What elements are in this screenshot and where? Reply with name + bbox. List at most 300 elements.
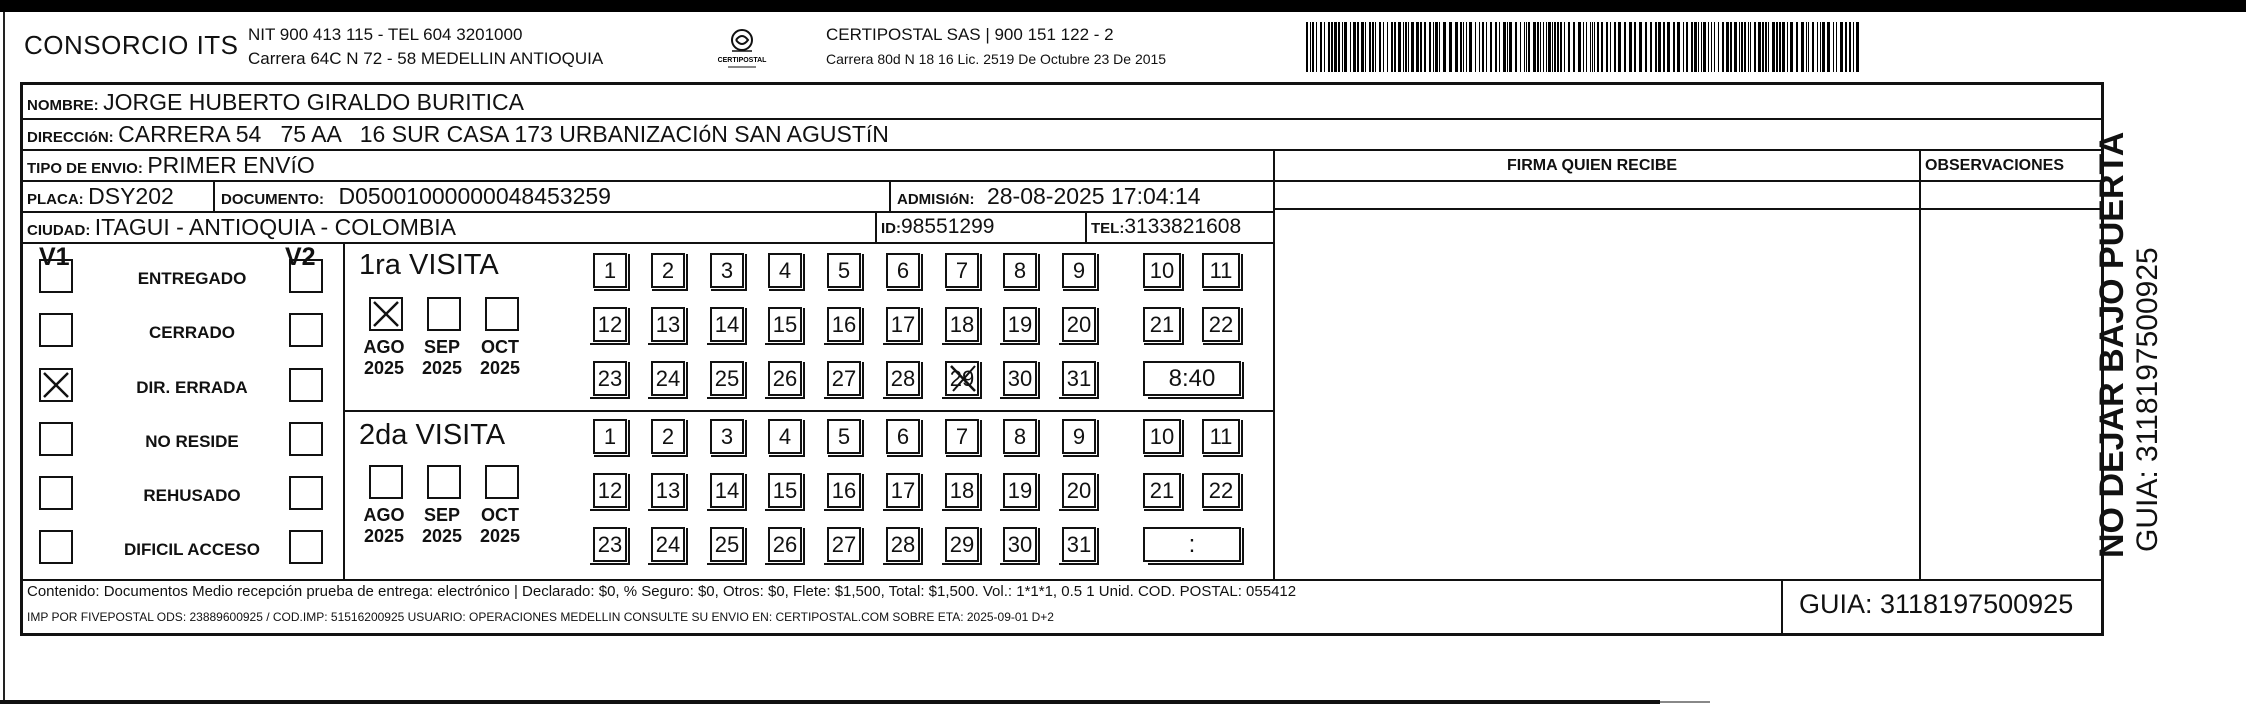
first-visit-day-box[interactable]: 8: [1003, 253, 1037, 288]
barcode-bar: [1486, 22, 1487, 72]
v2-checkbox-dir-errada[interactable]: [289, 368, 323, 402]
first-visit-day-box[interactable]: 2: [651, 253, 685, 288]
barcode-bar: [1592, 22, 1593, 72]
observations-header: OBSERVACIONES: [1925, 157, 2064, 174]
barcode-bar: [1650, 22, 1652, 72]
tel-cell: [1091, 215, 1241, 239]
first-visit-month-checkbox-ago[interactable]: [369, 297, 403, 331]
barcode-bar: [1338, 22, 1340, 72]
first-visit-day-box[interactable]: 25: [710, 361, 744, 396]
barcode-bar: [1691, 22, 1693, 72]
second-visit-day-box[interactable]: 24: [651, 527, 685, 562]
visit-divider: [343, 410, 1273, 412]
checkmark-x-icon: [41, 370, 71, 400]
second-visit-day-box[interactable]: 3: [710, 419, 744, 454]
barcode-bar: [1639, 22, 1642, 72]
barcode-bar: [1405, 22, 1407, 72]
barcode-bar: [1683, 22, 1684, 72]
barcode-bar: [1460, 22, 1462, 72]
top-black-band: [0, 0, 2246, 12]
first-visit-day-box[interactable]: 18: [945, 307, 979, 342]
barcode-bar: [1694, 22, 1697, 72]
barcode-bar: [1387, 22, 1388, 72]
first-visit-day-box[interactable]: 7: [945, 253, 979, 288]
admission-cell: [897, 183, 1201, 210]
first-visit-day-box[interactable]: 4: [768, 253, 802, 288]
admission-value: 28-08-2025 17:04:14: [986, 183, 1201, 209]
bottom-edge-dash: [1660, 701, 1710, 703]
footer-divider: [23, 579, 2103, 581]
barcode-bar: [1836, 22, 1837, 72]
second-visit-day-box[interactable]: 2: [651, 419, 685, 454]
barcode-bar: [1411, 22, 1414, 72]
first-visit-day-box[interactable]: 21: [1143, 307, 1181, 342]
first-visit-day-box[interactable]: 23: [593, 361, 627, 396]
second-visit-day-box[interactable]: 27: [827, 527, 861, 562]
barcode-bar: [1796, 22, 1798, 72]
barcode-bar: [1772, 22, 1775, 72]
barcode-bar: [1726, 22, 1729, 72]
barcode-bar: [1509, 22, 1512, 72]
first-visit-day-box[interactable]: 11: [1202, 253, 1240, 288]
first-visit-day-box[interactable]: 27: [827, 361, 861, 396]
barcode-bar: [1776, 22, 1778, 72]
shipment-type-label: TIPO DE ENVIO:: [27, 160, 143, 177]
first-visit-day-box[interactable]: 28: [886, 361, 920, 396]
v2-checkbox-entregado[interactable]: [289, 259, 323, 293]
document-cell: [221, 183, 611, 210]
checkmark-x-icon: [371, 299, 401, 329]
company-address-line: Carrera 64C N 72 - 58 MEDELLIN ANTIOQUIA: [248, 49, 604, 68]
barcode-bar: [1503, 22, 1506, 72]
cell-divider: [889, 180, 891, 211]
city-value: ITAGUI - ANTIOQUIA - COLOMBIA: [94, 214, 457, 240]
first-visit-day-box[interactable]: 13: [651, 307, 685, 342]
cell-divider: [1085, 211, 1087, 242]
barcode-bar: [1812, 22, 1814, 72]
barcode-bar: [1741, 22, 1743, 72]
barcode-bar: [1711, 22, 1712, 72]
second-visit-day-box[interactable]: 21: [1143, 473, 1181, 508]
second-visit-day-box[interactable]: 20: [1062, 473, 1096, 508]
v1-header: V1: [39, 243, 70, 271]
barcode-bar: [1372, 22, 1374, 72]
barcode-bar: [1320, 22, 1322, 72]
second-visit-day-box[interactable]: 8: [1003, 419, 1037, 454]
side-guia-number: GUIA: 3118197500925: [2131, 247, 2164, 552]
second-visit-day-box[interactable]: 5: [827, 419, 861, 454]
barcode-bar: [1557, 22, 1559, 72]
first-visit-day-box[interactable]: 24: [651, 361, 685, 396]
guia-number: GUIA: 3118197500925: [1799, 589, 2074, 619]
second-visit-day-box[interactable]: 6: [886, 419, 920, 454]
barcode-bar: [1439, 22, 1440, 72]
name-row: [27, 89, 524, 116]
first-visit-day-box[interactable]: 9: [1062, 253, 1096, 288]
company-name: CONSORCIO ITS: [24, 30, 239, 60]
barcode-bar: [1507, 22, 1508, 72]
first-visit-month-checkbox-sep[interactable]: [427, 297, 461, 331]
barcode-bar: [1758, 22, 1761, 72]
barcode-bar: [1394, 22, 1396, 72]
barcode-bar: [1429, 22, 1431, 72]
v1-checkbox-dir-errada[interactable]: [39, 368, 73, 402]
v1-checkbox-dificil-acceso[interactable]: [39, 530, 73, 564]
recipient-name: JORGE HUBERTO GIRALDO BURITICA: [103, 89, 525, 115]
barcode-bar: [1606, 22, 1608, 72]
barcode-bar: [1552, 22, 1553, 72]
barcode-bar: [1734, 22, 1737, 72]
v1-checkbox-cerrado[interactable]: [39, 313, 73, 347]
barcode-bar: [1787, 22, 1788, 72]
v1-checkbox-no-reside[interactable]: [39, 422, 73, 456]
barcode-bar: [1344, 22, 1347, 72]
barcode-bar: [1634, 22, 1636, 72]
certipostal-logo-icon: [712, 26, 772, 72]
barcode-bar: [1479, 22, 1480, 72]
first-visit-month-label: SEP 2025: [421, 337, 463, 378]
first-visit-month-checkbox-oct[interactable]: [485, 297, 519, 331]
barcode-bar: [1748, 22, 1749, 72]
barcode-bar: [1827, 22, 1830, 72]
barcode-bar: [1375, 22, 1376, 72]
barcode-bar: [1594, 22, 1595, 72]
second-visit-day-box[interactable]: 4: [768, 419, 802, 454]
second-visit-day-box[interactable]: 19: [1003, 473, 1037, 508]
first-visit-day-box[interactable]: 22: [1202, 307, 1240, 342]
barcode-bar: [1808, 22, 1809, 72]
signature-left-line: [1273, 149, 1275, 579]
barcode-bar: [1840, 22, 1843, 72]
barcode-bar: [1540, 22, 1541, 72]
second-visit-day-box[interactable]: 7: [945, 419, 979, 454]
second-visit-day-box[interactable]: 25: [710, 527, 744, 562]
second-visit-day-box[interactable]: 16: [827, 473, 861, 508]
barcode-bar: [1369, 22, 1371, 72]
first-visit-time-field[interactable]: 8:40: [1143, 361, 1241, 396]
barcode-bar: [1490, 22, 1492, 72]
barcode-bar: [1499, 22, 1500, 72]
barcode-bar: [1714, 22, 1715, 72]
barcode-bar: [1560, 22, 1562, 72]
second-visit-title: 2da VISITA: [359, 419, 506, 451]
barcode-bar: [1416, 22, 1419, 72]
barcode-bar: [1334, 22, 1337, 72]
barcode: [1306, 22, 1866, 72]
barcode-bar: [1316, 22, 1317, 72]
first-visit-day-box[interactable]: 29: [945, 361, 979, 396]
address-row: [27, 121, 889, 148]
id-label: ID:: [881, 220, 901, 237]
barcode-bar: [1391, 22, 1393, 72]
barcode-bar: [1750, 22, 1751, 72]
first-visit-day-box[interactable]: 15: [768, 307, 802, 342]
first-visit-day-box[interactable]: 31: [1062, 361, 1096, 396]
barcode-bar: [1703, 22, 1706, 72]
first-visit-day-box[interactable]: 6: [886, 253, 920, 288]
cell-divider: [875, 211, 877, 242]
barcode-bar: [1449, 22, 1452, 72]
barcode-bar: [1353, 22, 1356, 72]
second-visit-time-field[interactable]: :: [1143, 527, 1241, 562]
barcode-bar: [1601, 22, 1603, 72]
logo-text: CERTIPOSTAL: [717, 57, 767, 64]
barcode-bar: [1312, 22, 1314, 72]
certipostal-nit: CERTIPOSTAL SAS | 900 151 122 - 2: [826, 25, 1114, 44]
tel-value: 3133821608: [1124, 215, 1242, 238]
barcode-bar: [1568, 22, 1570, 72]
second-visit-day-box[interactable]: 9: [1062, 419, 1096, 454]
barcode-bar: [1614, 22, 1616, 72]
status-label-dificil-acceso: DIFICIL ACCESO: [123, 540, 260, 559]
barcode-bar: [1524, 22, 1525, 72]
barcode-bar: [1443, 22, 1446, 72]
barcode-bar: [1578, 22, 1581, 72]
barcode-bar: [1564, 22, 1565, 72]
barcode-bar: [1424, 22, 1426, 72]
barcode-bar: [1754, 22, 1756, 72]
barcode-bar: [1845, 22, 1847, 72]
barcode-bar: [1820, 22, 1821, 72]
barcode-bar: [1310, 22, 1311, 72]
barcode-bar: [1590, 22, 1591, 72]
shipment-type-row: [27, 152, 315, 179]
barcode-bar: [1739, 22, 1740, 72]
barcode-bar: [1435, 22, 1438, 72]
row-divider: [23, 180, 2103, 182]
barcode-bar: [1403, 22, 1404, 72]
barcode-bar: [1537, 22, 1539, 72]
status-label-rehusado: REHUSADO: [143, 486, 241, 505]
barcode-bar: [1583, 22, 1584, 72]
row-divider: [23, 149, 2103, 151]
second-visit-day-box[interactable]: 22: [1202, 473, 1240, 508]
print-info: IMP POR FIVEPOSTAL ODS: 23889600925 / COD.IMP: 51516200925 USUARIO: OPERACIONES MEDELLIN CONSULTE SU ENVIO EN: CERTIPOSTAL.COM SOBRE ETA: 2025-09-01 D+2: [27, 610, 1054, 624]
row-divider: [23, 118, 2103, 120]
document-value: D05001000000048453259: [338, 183, 611, 209]
second-visit-day-box[interactable]: 10: [1143, 419, 1181, 454]
second-visit-day-box[interactable]: 18: [945, 473, 979, 508]
barcode-bar: [1768, 22, 1769, 72]
status-label-no-reside: NO RESIDE: [145, 432, 239, 451]
first-visit-day-box[interactable]: 12: [593, 307, 627, 342]
barcode-bar: [1495, 22, 1497, 72]
status-label-entregado: ENTREGADO: [137, 269, 247, 288]
barcode-bar: [1762, 22, 1764, 72]
id-value: 98551299: [901, 215, 995, 238]
first-visit-day-box[interactable]: 14: [710, 307, 744, 342]
barcode-bar: [1526, 22, 1527, 72]
second-visit-day-box[interactable]: 30: [1003, 527, 1037, 562]
barcode-bar: [1515, 22, 1517, 72]
second-visit-month-checkbox-ago[interactable]: [369, 465, 403, 499]
barcode-bar: [1806, 22, 1807, 72]
do-not-leave-notice: NO DEJAR BAJO PUERTA: [2093, 131, 2131, 558]
status-right-line: [343, 242, 345, 579]
barcode-bar: [1817, 22, 1818, 72]
second-visit-day-box[interactable]: 23: [593, 527, 627, 562]
day-mark-x-icon: [947, 363, 981, 394]
barcode-bar: [1361, 22, 1364, 72]
barcode-bar: [1597, 22, 1599, 72]
first-visit-month-label: AGO 2025: [363, 337, 405, 378]
company-nit-line: NIT 900 413 115 - TEL 604 3201000: [248, 25, 523, 44]
barcode-bar: [1433, 22, 1434, 72]
v2-checkbox-cerrado[interactable]: [289, 313, 323, 347]
barcode-bar: [1849, 22, 1851, 72]
barcode-bar: [1455, 22, 1458, 72]
second-visit-day-box[interactable]: 17: [886, 473, 920, 508]
status-label-cerrado: CERRADO: [149, 323, 235, 342]
barcode-bar: [1833, 22, 1834, 72]
barcode-bar: [1383, 22, 1384, 72]
barcode-bar: [1554, 22, 1556, 72]
barcode-bar: [1782, 22, 1785, 72]
side-notice: [2094, 132, 2166, 558]
address-label: DIRECCIóN:: [27, 129, 114, 146]
first-visit-day-box[interactable]: 3: [710, 253, 744, 288]
name-label: NOMBRE:: [27, 97, 99, 114]
guia-divider: [1781, 579, 1783, 633]
shipment-type: PRIMER ENVíO: [147, 152, 315, 178]
barcode-bar: [1520, 22, 1521, 72]
barcode-bar: [1610, 22, 1611, 72]
second-visit-month-label: SEP 2025: [421, 505, 463, 546]
first-visit-day-box[interactable]: 17: [886, 307, 920, 342]
id-cell: [881, 215, 994, 239]
second-visit-month-label: AGO 2025: [363, 505, 405, 546]
second-visit-day-box[interactable]: 12: [593, 473, 627, 508]
bottom-edge-line: [0, 700, 1660, 704]
barcode-bar: [1667, 22, 1670, 72]
barcode-bar: [1708, 22, 1709, 72]
plate-value: DSY202: [88, 183, 174, 209]
row-divider: [1273, 208, 2101, 210]
first-visit-title: 1ra VISITA: [359, 249, 499, 281]
barcode-bar: [1698, 22, 1699, 72]
first-visit-day-box[interactable]: 19: [1003, 307, 1037, 342]
barcode-bar: [1528, 22, 1530, 72]
barcode-bar: [1324, 22, 1325, 72]
second-visit-month-label: OCT 2025: [479, 505, 521, 546]
barcode-bar: [1853, 22, 1854, 72]
second-visit-day-box[interactable]: 13: [651, 473, 685, 508]
barcode-bar: [1856, 22, 1859, 72]
barcode-bar: [1548, 22, 1551, 72]
observations-left-line: [1919, 149, 1921, 579]
delivery-form-frame: [20, 82, 2104, 636]
second-visit-month-checkbox-oct[interactable]: [485, 465, 519, 499]
first-visit-day-box[interactable]: 30: [1003, 361, 1037, 396]
barcode-bar: [1718, 22, 1719, 72]
barcode-bar: [1677, 22, 1680, 72]
second-visit-month-checkbox-sep[interactable]: [427, 465, 461, 499]
barcode-bar: [1573, 22, 1575, 72]
v2-checkbox-dificil-acceso[interactable]: [289, 530, 323, 564]
barcode-bar: [1801, 22, 1804, 72]
city-cell: [27, 214, 456, 241]
barcode-bar: [1655, 22, 1657, 72]
barcode-bar: [1533, 22, 1536, 72]
barcode-bar: [1469, 22, 1472, 72]
barcode-bar: [1466, 22, 1467, 72]
first-visit-day-box[interactable]: 26: [768, 361, 802, 396]
barcode-bar: [1618, 22, 1621, 72]
v2-checkbox-rehusado[interactable]: [289, 476, 323, 510]
company-nit-block: [248, 23, 603, 71]
barcode-bar: [1658, 22, 1661, 72]
barcode-bar: [1586, 22, 1587, 72]
barcode-bar: [1357, 22, 1359, 72]
barcode-bar: [1546, 22, 1547, 72]
barcode-bar: [1779, 22, 1781, 72]
v1-checkbox-rehusado[interactable]: [39, 476, 73, 510]
signature-header: FIRMA QUIEN RECIBE: [1507, 157, 1678, 174]
v1-checkbox-entregado[interactable]: [39, 259, 73, 293]
first-visit-day-box[interactable]: 1: [593, 253, 627, 288]
barcode-bar: [1420, 22, 1422, 72]
barcode-bar: [1379, 22, 1381, 72]
barcode-bar: [1790, 22, 1793, 72]
certipostal-license: Carrera 80d N 18 16 Lic. 2519 De Octubre 23 De 2015: [826, 51, 1167, 67]
barcode-bar: [1342, 22, 1343, 72]
second-visit-day-box[interactable]: 11: [1202, 419, 1240, 454]
barcode-bar: [1744, 22, 1746, 72]
barcode-bar: [1350, 22, 1351, 72]
second-visit-day-box[interactable]: 15: [768, 473, 802, 508]
first-visit-day-box[interactable]: 16: [827, 307, 861, 342]
barcode-bar: [1701, 22, 1702, 72]
tel-label: TEL:: [1091, 220, 1125, 237]
barcode-bar: [1463, 22, 1464, 72]
second-visit-day-box[interactable]: 14: [710, 473, 744, 508]
cell-divider: [213, 180, 215, 211]
barcode-bar: [1331, 22, 1333, 72]
second-visit-day-box[interactable]: 1: [593, 419, 627, 454]
barcode-bar: [1365, 22, 1366, 72]
first-visit-day-box[interactable]: 20: [1062, 307, 1096, 342]
second-visit-day-box[interactable]: 28: [886, 527, 920, 562]
first-visit-day-box[interactable]: 10: [1143, 253, 1181, 288]
barcode-bar: [1629, 22, 1632, 72]
second-visit-day-box[interactable]: 31: [1062, 527, 1096, 562]
city-label: CIUDAD:: [27, 222, 91, 239]
barcode-bar: [1475, 22, 1476, 72]
row-divider: [23, 242, 1273, 244]
barcode-bar: [1663, 22, 1665, 72]
plate-cell: [27, 183, 174, 210]
certipostal-info: [826, 23, 1166, 71]
v2-header: V2: [285, 243, 316, 271]
barcode-bar: [1543, 22, 1544, 72]
barcode-bar: [1624, 22, 1626, 72]
barcode-bar: [1328, 22, 1330, 72]
first-visit-month-label: OCT 2025: [479, 337, 521, 378]
barcode-bar: [1673, 22, 1675, 72]
barcode-bar: [1765, 22, 1767, 72]
v2-checkbox-no-reside[interactable]: [289, 422, 323, 456]
document-label: DOCUMENTO:: [221, 191, 325, 208]
left-edge-line: [3, 12, 5, 702]
barcode-bar: [1482, 22, 1484, 72]
second-visit-day-box[interactable]: 29: [945, 527, 979, 562]
first-visit-day-box[interactable]: 5: [827, 253, 861, 288]
barcode-bar: [1822, 22, 1825, 72]
barcode-bar: [1686, 22, 1688, 72]
second-visit-day-box[interactable]: 26: [768, 527, 802, 562]
status-label-dir-errada: DIR. ERRADA: [136, 378, 248, 397]
admission-label: ADMISIóN:: [897, 191, 975, 208]
